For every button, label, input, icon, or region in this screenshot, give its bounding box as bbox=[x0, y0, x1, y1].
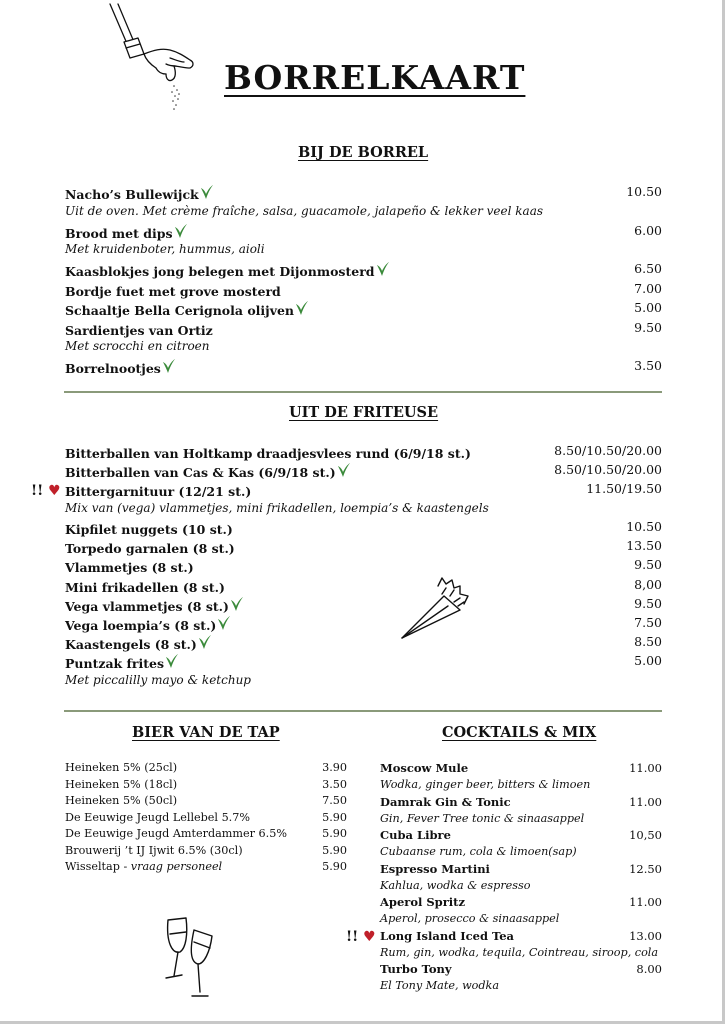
cocktail-name: Damrak Gin & Tonic bbox=[380, 794, 511, 809]
beer-item bbox=[65, 860, 347, 877]
item-name: Bordje fuet met grove mosterd bbox=[65, 283, 281, 299]
cocktail-description: Gin, Fever Tree tonic & sinaasappel bbox=[380, 811, 585, 825]
veg-leaf-icon bbox=[376, 261, 390, 281]
item-name: Sardientjes van Ortiz bbox=[65, 322, 213, 338]
cocktail-name: Moscow Mule bbox=[380, 761, 469, 775]
cocktail-item bbox=[380, 795, 662, 812]
item-name: Bittergarnituur (12/21 st.) bbox=[65, 484, 252, 500]
menu-item bbox=[65, 557, 662, 576]
cocktail-name: Aperol Spritz bbox=[380, 895, 465, 909]
beer-price: 3.90 bbox=[322, 761, 347, 774]
menu-item bbox=[65, 519, 662, 538]
heart-icon: ♥ bbox=[363, 929, 376, 945]
beer-price: 5.90 bbox=[322, 843, 347, 857]
item-description: Met scrocchi en citroen bbox=[65, 339, 210, 353]
salt-hand-icon bbox=[104, 2, 214, 112]
item-description: Met piccalilly mayo & ketchup bbox=[65, 672, 251, 687]
veg-leaf-icon bbox=[337, 462, 351, 482]
beer-name: Heineken 5% (25cl) bbox=[65, 761, 178, 774]
cocktail-description: Aperol, prosecco & sinaasappel bbox=[380, 912, 560, 925]
beer-item bbox=[65, 778, 347, 795]
item-price: 13.50 bbox=[626, 538, 662, 554]
section-title-tap: BIER VAN DE TAP bbox=[132, 724, 280, 741]
champagne-glasses-icon bbox=[158, 912, 224, 1004]
marker-text: !! bbox=[31, 483, 44, 499]
veg-leaf-icon bbox=[198, 634, 212, 654]
cocktail-item bbox=[380, 862, 662, 879]
borrel-list bbox=[65, 184, 662, 378]
item-name: Borrelnootjes bbox=[65, 361, 161, 376]
cocktail-name: Cuba Libre bbox=[380, 828, 451, 842]
cocktail-description: El Tony Mate, wodka bbox=[380, 979, 499, 992]
divider bbox=[64, 710, 662, 712]
heart-icon: ♥ bbox=[48, 483, 61, 499]
menu-item bbox=[65, 538, 662, 557]
beer-price: 5.90 bbox=[322, 810, 347, 824]
veg-leaf-icon bbox=[162, 358, 176, 378]
menu-title: BORRELKAART bbox=[224, 58, 526, 97]
item-name: Puntzak frites bbox=[65, 656, 165, 672]
item-price: 9.50 bbox=[634, 319, 662, 335]
item-price: 7.00 bbox=[634, 280, 662, 296]
item-price: 6.00 bbox=[634, 222, 662, 238]
item-name: Kaastengels (8 st.) bbox=[65, 637, 197, 653]
cocktail-item bbox=[380, 895, 662, 912]
menu-item bbox=[65, 481, 662, 500]
veg-leaf-icon bbox=[165, 653, 179, 673]
beer-item bbox=[65, 844, 347, 861]
marker-text: !! bbox=[346, 929, 359, 945]
item-price: 10.50 bbox=[626, 184, 662, 199]
beer-name: De Eeuwige Jeugd Lellebel 5.7% bbox=[65, 810, 250, 824]
menu-item bbox=[65, 577, 662, 596]
item-price: 9.50 bbox=[634, 595, 662, 611]
item-price: 3.50 bbox=[634, 358, 662, 373]
fries-cone-icon bbox=[398, 576, 478, 642]
tap-list bbox=[65, 761, 347, 877]
item-price: 8.50 bbox=[634, 634, 662, 650]
menu-item bbox=[65, 358, 662, 378]
beer-item bbox=[65, 827, 347, 844]
section-title-borrel: BIJ DE BORREL bbox=[298, 144, 429, 161]
beer-name: Brouwerij ’t IJ Ijwit 6.5% (30cl) bbox=[65, 843, 243, 857]
item-price: 6.50 bbox=[634, 261, 662, 276]
menu-item bbox=[65, 634, 662, 653]
cocktail-price: 13.00 bbox=[629, 928, 662, 943]
item-name: Kipfilet nuggets (10 st.) bbox=[65, 522, 233, 538]
item-name: Vega vlammetjes (8 st.) bbox=[65, 598, 229, 614]
beer-price: 7.50 bbox=[322, 794, 347, 807]
beer-name: De Eeuwige Jeugd Amterdammer 6.5% bbox=[65, 827, 287, 840]
cocktail-price: 11.00 bbox=[629, 761, 662, 775]
veg-leaf-icon bbox=[217, 615, 231, 635]
cocktail-item bbox=[380, 761, 662, 778]
cocktail-price: 11.00 bbox=[629, 794, 662, 809]
menu-item bbox=[65, 596, 662, 615]
section-title-friteuse: UIT DE FRITEUSE bbox=[289, 404, 439, 421]
cocktail-name: Espresso Martini bbox=[380, 861, 490, 876]
veg-leaf-icon bbox=[200, 184, 214, 204]
cocktail-price: 11.00 bbox=[629, 895, 662, 909]
menu-item bbox=[65, 320, 662, 340]
item-description: Met kruidenboter, hummus, aioli bbox=[65, 242, 265, 256]
cocktails-list bbox=[380, 761, 662, 996]
item-name: Nacho’s Bullewijck bbox=[65, 187, 199, 202]
item-price: 9.50 bbox=[634, 557, 662, 573]
cocktail-item bbox=[380, 828, 662, 845]
cocktail-price: 12.50 bbox=[629, 861, 662, 876]
beer-price: 5.90 bbox=[322, 827, 347, 840]
item-name: Vlammetjes (8 st.) bbox=[65, 560, 194, 576]
menu-item bbox=[65, 223, 662, 243]
beer-item bbox=[65, 794, 347, 811]
highlight-marker-bittergarnituur bbox=[31, 483, 61, 499]
beer-note: vraag personeel bbox=[130, 860, 223, 873]
item-name: Bitterballen van Holtkamp draadjesvlees rund (6/9/18 st.) bbox=[65, 446, 471, 461]
cocktail-price: 8.00 bbox=[636, 962, 662, 976]
beer-name: Heineken 5% (50cl) bbox=[65, 794, 178, 807]
menu-item bbox=[65, 443, 662, 462]
highlight-marker-long-island bbox=[346, 929, 376, 945]
beer-price: 3.50 bbox=[322, 777, 347, 791]
cocktail-item bbox=[380, 962, 662, 979]
section-title-cocktails: COCKTAILS & MIX bbox=[442, 724, 597, 741]
friteuse-list bbox=[65, 443, 662, 691]
beer-name: Wisseltap - bbox=[65, 860, 131, 873]
veg-leaf-icon bbox=[174, 223, 188, 243]
cocktail-price: 10,50 bbox=[629, 828, 662, 842]
item-name: Vega loempia’s (8 st.) bbox=[65, 618, 217, 633]
menu-item bbox=[65, 184, 662, 204]
menu-item bbox=[65, 300, 662, 320]
item-price: 5.00 bbox=[634, 653, 662, 669]
divider bbox=[64, 391, 662, 393]
cocktail-item bbox=[380, 929, 662, 946]
beer-name: Heineken 5% (18cl) bbox=[65, 777, 178, 791]
item-description: Mix van (vega) vlammetjes, mini frikadellen, loempia’s & kaastengels bbox=[65, 500, 489, 515]
menu-item bbox=[65, 261, 662, 281]
cocktail-name: Turbo Tony bbox=[380, 962, 452, 976]
item-price: 11.50/19.50 bbox=[586, 481, 662, 497]
item-name: Kaasblokjes jong belegen met Dijonmosterd bbox=[65, 264, 375, 279]
cocktail-name: Long Island Iced Tea bbox=[380, 928, 514, 943]
item-price: 8.50/10.50/20.00 bbox=[554, 462, 662, 478]
item-description: Uit de oven. Met crème fraîche, salsa, guacamole, jalapeño & lekker veel kaas bbox=[65, 203, 544, 218]
beer-price: 5.90 bbox=[322, 860, 347, 873]
item-name: Bitterballen van Cas & Kas (6/9/18 st.) bbox=[65, 465, 336, 481]
item-name: Mini frikadellen (8 st.) bbox=[65, 579, 225, 595]
menu-item bbox=[65, 462, 662, 481]
cocktail-description: Kahlua, wodka & espresso bbox=[380, 878, 531, 892]
veg-leaf-icon bbox=[230, 596, 244, 616]
item-price: 8.50/10.50/20.00 bbox=[554, 443, 662, 458]
item-name: Schaaltje Bella Cerignola olijven bbox=[65, 303, 295, 318]
item-price: 8,00 bbox=[634, 576, 662, 592]
item-price: 10.50 bbox=[626, 519, 662, 535]
beer-item bbox=[65, 761, 347, 778]
item-price: 7.50 bbox=[634, 615, 662, 630]
menu-item bbox=[65, 615, 662, 634]
cocktail-description: Wodka, ginger beer, bitters & limoen bbox=[380, 778, 591, 791]
item-price: 5.00 bbox=[634, 300, 662, 315]
item-name: Brood met dips bbox=[65, 225, 173, 241]
menu-item bbox=[65, 281, 662, 301]
cocktail-description: Rum, gin, wodka, tequila, Cointreau, siroop, cola bbox=[380, 945, 659, 959]
menu-item bbox=[65, 653, 662, 672]
beer-item bbox=[65, 811, 347, 828]
veg-leaf-icon bbox=[295, 300, 309, 320]
cocktail-description: Cubaanse rum, cola & limoen(sap) bbox=[380, 845, 577, 858]
item-name: Torpedo garnalen (8 st.) bbox=[65, 541, 235, 557]
